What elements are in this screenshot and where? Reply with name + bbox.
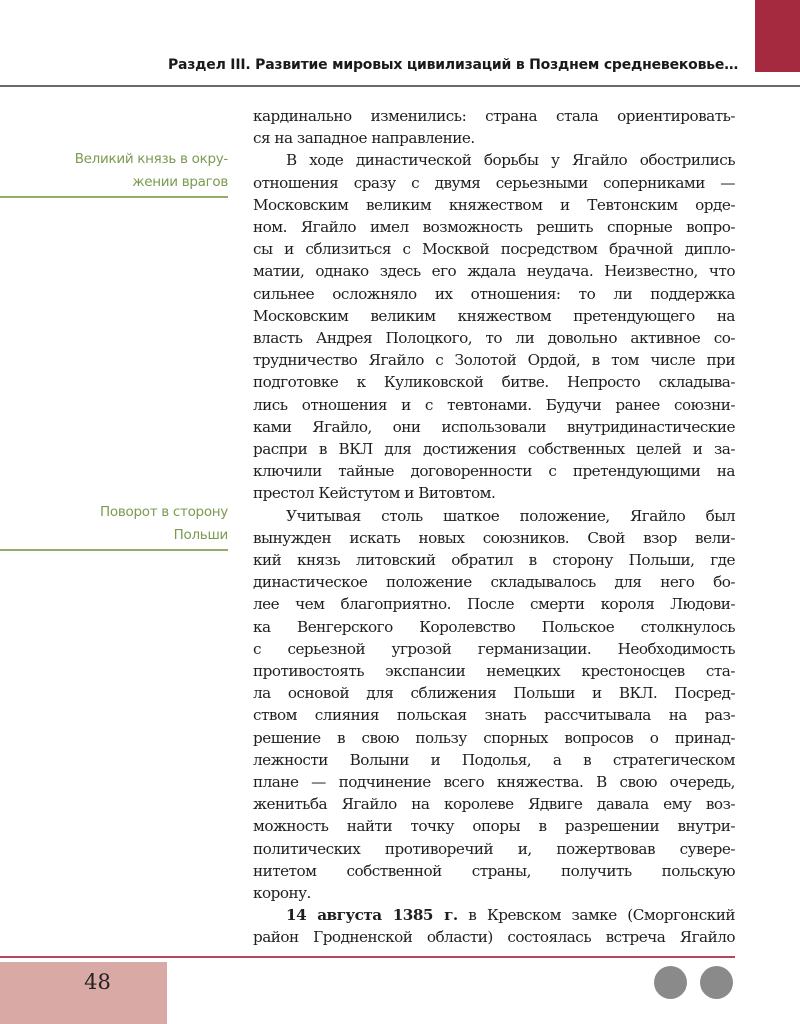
text-line xyxy=(253,195,735,215)
text-line xyxy=(253,461,735,481)
text-line-content: сы и сблизиться с Москвой посредством брачной дипло- xyxy=(253,240,735,259)
text-line xyxy=(253,483,735,503)
text-line-content: вынужден искать новых союзников. Свой взор вели- xyxy=(253,528,735,547)
text-line xyxy=(253,528,735,548)
text-line-content: можность найти точку опоры в разрешении внутри- xyxy=(253,817,735,836)
text-line-content: отношения сразу с двумя серьезными соперниками — xyxy=(253,173,735,192)
text-line-content: Московским великим княжеством претендующего на xyxy=(253,306,735,325)
text-line xyxy=(253,861,735,881)
side-note-rule xyxy=(0,549,228,551)
text-line xyxy=(253,617,735,637)
decorative-dot xyxy=(700,966,733,999)
text-line-content: В ходе династической борьбы у Ягайло обострились xyxy=(286,151,735,170)
text-line-content: Московским великим княжеством и Тевтонским орде- xyxy=(253,195,735,214)
text-line xyxy=(253,705,735,725)
side-note-rule xyxy=(0,196,228,198)
text-line-content: распри в ВКЛ для достижения собственных целей и за- xyxy=(253,440,735,458)
text-line-content: сильнее осложняло их отношения: то ли поддержка xyxy=(253,284,735,303)
text-line-content: ками Ягайло, они использовали внутридинастические xyxy=(253,417,735,436)
text-line xyxy=(253,883,735,903)
text-line xyxy=(253,639,735,659)
text-line xyxy=(253,128,735,148)
text-line xyxy=(253,572,735,592)
text-line-content: с серьезной угрозой германизации. Необходимость xyxy=(253,639,735,658)
text-line xyxy=(253,927,735,947)
text-line xyxy=(253,839,735,859)
text-line xyxy=(253,350,735,370)
text-line-content: лись отношения и с тевтонами. Будучи ранее союзни- xyxy=(253,395,735,414)
header-divider xyxy=(0,85,800,87)
text-line xyxy=(253,284,735,304)
text-line xyxy=(253,106,735,126)
text-line xyxy=(253,395,735,415)
text-line-content: женитьба Ягайло на королеве Ядвиге давала ему воз- xyxy=(253,795,735,814)
text-line xyxy=(253,417,735,437)
text-line-content: подготовке к Куликовской битве. Непросто складыва- xyxy=(253,373,735,392)
text-line xyxy=(253,816,735,836)
text-line xyxy=(253,594,735,614)
side-note-heading: Польши xyxy=(173,527,228,543)
text-line-content: политических противоречий и, пожертвовав сувере- xyxy=(253,839,735,858)
text-line xyxy=(253,173,735,193)
decorative-dot xyxy=(654,966,687,999)
text-line-content: матии, однако здесь его ждала неудача. Неизвестно, что xyxy=(253,262,735,281)
text-line xyxy=(253,661,735,681)
text-line-content: династическое положение складывалось для него бо- xyxy=(253,573,735,592)
text-line-content: кардинально изменились: страна стала ориентировать- xyxy=(253,107,735,125)
text-line xyxy=(253,794,735,814)
text-line-content: лее чем благоприятно. После смерти короля Людови- xyxy=(253,595,735,614)
text-line-content: Учитывая столь шаткое положение, Ягайло был xyxy=(286,506,735,525)
text-line-content: нитетом собственной страны, получить польскую xyxy=(253,861,735,880)
text-line-content: район Гродненской области) состоялась встреча Ягайло xyxy=(253,928,735,947)
text-line xyxy=(253,905,735,925)
text-line-content: ка Венгерского Королевство Польское столкнулось xyxy=(253,617,735,636)
side-note-heading: Великий князь в окру- xyxy=(74,151,228,167)
text-line-content: ном. Ягайло имел возможность решить спорные вопро- xyxy=(253,218,735,236)
text-line-content: власть Андрея Полоцкого, то ли довольно активное со- xyxy=(253,329,735,347)
text-line xyxy=(253,328,735,348)
text-line-content: кий князь литовский обратил в сторону Польши, где xyxy=(253,551,735,569)
page-number: 48 xyxy=(84,970,111,994)
side-note-heading: Поворот в сторону xyxy=(100,504,228,520)
text-line-content: решение в свою пользу спорных вопросов о принад- xyxy=(253,728,735,747)
text-line-content: ла основой для сближения Польши и ВКЛ. Посред- xyxy=(253,684,735,703)
text-line xyxy=(253,306,735,326)
text-line xyxy=(253,506,735,526)
text-line xyxy=(253,372,735,392)
text-line-content: плане — подчинение всего княжества. В свою очередь, xyxy=(253,773,735,791)
text-line-content: корону. xyxy=(253,884,311,902)
text-line-content: ключили тайные договоренности с претендующими на xyxy=(253,462,735,481)
text-line-content: ся на западное направление. xyxy=(253,129,475,148)
text-line xyxy=(253,261,735,281)
text-line xyxy=(253,239,735,259)
running-header: Раздел III. Развитие мировых цивилизаций в Позднем средневековье… xyxy=(167,57,738,73)
text-line xyxy=(253,683,735,703)
text-line xyxy=(253,728,735,748)
text-line xyxy=(253,217,735,237)
text-line-content: трудничество Ягайло с Золотой Ордой, в том числе при xyxy=(253,351,735,370)
text-line xyxy=(253,550,735,570)
text-line xyxy=(253,750,735,770)
date-highlight: 14 августа 1385 г. xyxy=(286,906,458,925)
footer-divider xyxy=(0,956,735,958)
text-line-content: престол Кейстутом и Витовтом. xyxy=(253,484,496,503)
text-line-content: лежности Волыни и Подолья, а в стратегическом xyxy=(253,750,735,769)
text-line-content: противостоять экспансии немецких крестоносцев ста- xyxy=(253,662,735,680)
chapter-tab-marker xyxy=(755,0,800,72)
text-line xyxy=(253,439,735,459)
text-line-content: в Кревском замке (Сморгонский xyxy=(457,906,735,925)
text-line-content: ством слияния польская знать рассчитывала на раз- xyxy=(253,706,735,725)
side-note-heading: жении врагов xyxy=(132,174,228,190)
text-line xyxy=(253,150,735,170)
text-line xyxy=(253,772,735,792)
